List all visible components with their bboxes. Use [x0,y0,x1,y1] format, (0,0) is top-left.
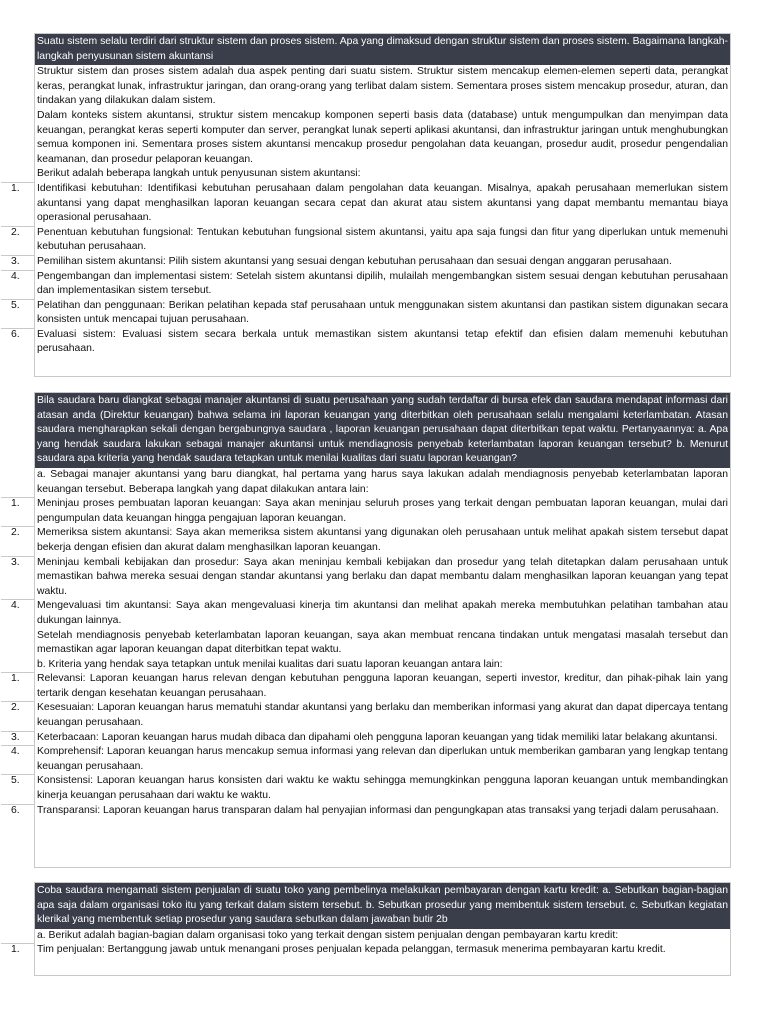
item-number: 5. [11,299,20,311]
list-item [11,497,730,526]
item-number: 3. [11,556,20,568]
question-1: Suatu sistem selalu terdiri dari struktur sistem dan proses sistem. Apa yang dimaksud dengan struktur sistem dan proses sistem. Bagaimana langkah-langkah penyusunan sistem akuntansi [35,34,730,65]
item-number: 3. [11,255,20,267]
question-3: Coba saudara mengamati sistem penjualan di suatu toko yang pembelinya melakukan pembayaran dengan kartu kredit: a. Sebutkan bagian-bagian apa saja dalam organisasi toko itu yang terkait dalam sistem tersebut. b. Sebutkan prosedur yang membentuk sistem tersebut. c. Sebutkan kegiatan klerikal yang membentuk setiap prosedur yang saudara sebutkan dalam jawaban butir 2b [35,883,730,929]
item-text: Meninjau kembali kebijakan dan prosedur: Saya akan meninjau kembali kebijakan dan prosedur yang telah ditetapkan dalam perusahaan untuk memastikan bahwa mereka sesuai dengan standar akuntansi yang berlaku dan dapat membantu dalam menghasilkan laporan keuangan yang tepat waktu. [37,556,728,597]
item-number: 3. [11,731,20,743]
item-text: Memeriksa sistem akuntansi: Saya akan memeriksa sistem akuntansi yang digunakan oleh perusahaan untuk melihat apakah sistem tersebut dapat bekerja dengan efisien dan akurat dalam menghasilkan laporan keuangan. [37,527,728,553]
item-number: 6. [11,328,20,340]
item-number: 4. [11,270,20,282]
criteria-list-b [11,672,730,818]
answer-paragraph: Berikut adalah beberapa langkah untuk penyusunan sistem akuntansi: [37,168,361,180]
item-text: Tim penjualan: Bertanggung jawab untuk menangani proses penjualan kepada pelanggan, termasuk menerima pembayaran kartu kredit. [37,944,666,956]
item-text: Identifikasi kebutuhan: Identifikasi kebutuhan perusahaan dalam pengolahan data keuangan. Misalnya, apakah perusahaan memerlukan sistem akuntansi yang dapat menghasilkan laporan keuangan secara cepat dan akurat atau sistem akuntansi yang dapat membantu memantau biaya operasional perusahaan. [37,182,728,224]
list-item [11,943,730,958]
answer-closing-a: Setelah mendiagnosis penyebab keterlambatan laporan keuangan, saya akan membuat rencana tindakan untuk mengatasi masalah tersebut dan memastikan agar laporan keuangan dapat diterbitkan tepat waktu. [37,629,728,656]
list-item [11,774,730,803]
list-item [11,731,730,746]
list-item [11,328,730,357]
list-item [11,299,730,328]
answer-paragraph: Struktur sistem dan proses sistem adalah dua aspek penting dari suatu sistem. Struktur sistem mencakup elemen-elemen seperti data, perangkat keras, perangkat lunak, infrastruktur jaringan, dan orang-orang yang terlibat dalam sistem. Sementara proses sistem mencakup prosedur, aturan, dan tindakan yang dilakukan dalam sistem. [37,66,728,107]
item-number: 2. [11,527,20,539]
item-text: Meninjau proses pembuatan laporan keuangan: Saya akan meninjau seluruh proses yang terkait dengan pembuatan laporan keuangan, mulai dari pengumpulan data keuangan hingga pengajuan laporan keuangan. [37,498,728,524]
item-text: Relevansi: Laporan keuangan harus relevan dengan kebutuhan pengguna laporan keuangan, seperti investor, kreditur, dan pihak-pihak lain yang tertarik dengan kesehatan keuangan perusahaan. [37,673,728,699]
question-2: Bila saudara baru diangkat sebagai manajer akuntansi di suatu perusahaan yang sudah terdaftar di bursa efek dan saudara mendapat informasi dari atasan anda (Direktur keuangan) bahwa selama ini laporan keuangan yang diterbitkan oleh perusahaan selalu mengalami keterlambatan. Atasan saudara mengharapkan sekali dengan bergabungnya saudara , laporan keuangan perusahaan dapat diterbitkan tepat waktu. Pertanyaannya: a. Apa yang hendak saudara lakukan sebagai manajer akuntansi untuk mendiagnosis penyebab keterlambatan laporan keuangan tersebut? b. Menurut saudara apa kriteria yang hendak saudara tetapkan untuk menilai kualitas dari suatu laporan keuangan? [35,393,730,468]
item-text: Pengembangan dan implementasi sistem: Setelah sistem akuntansi dipilih, mulailah mengembangkan sistem sesuai dengan kebutuhan perusahaan dan implementasikan sistem tersebut. [37,270,728,297]
answer-intro-b: b. Kriteria yang hendak saya tetapkan untuk menilai kualitas dari suatu laporan keuangan antara lain: [37,658,503,670]
item-text: Penentuan kebutuhan fungsional: Tentukan kebutuhan fungsional sistem akuntansi, yaitu apa saja fungsi dan fitur yang diperlukan untuk memenuhi kebutuhan perusahaan. [37,226,728,253]
item-text: Konsistensi: Laporan keuangan harus konsisten dari waktu ke waktu sehingga memungkinkan pengguna laporan keuangan untuk membandingkan kinerja keuangan perusahaan dari waktu ke waktu. [37,775,728,802]
list-item [11,701,730,730]
list-item [11,182,730,226]
list-item [11,672,730,701]
item-number: 2. [11,226,20,238]
qa-section-3 [11,882,731,976]
item-number: 4. [11,746,20,758]
list-item [11,599,730,628]
steps-list [11,182,730,357]
list-item [11,556,730,600]
item-text: Pemilihan sistem akuntansi: Pilih sistem akuntansi yang sesuai dengan kebutuhan perusahaan dan sesuai dengan anggaran perusahaan. [37,255,672,267]
item-number: 1. [11,182,20,194]
list-item [11,255,730,270]
item-text: Pelatihan dan penggunaan: Berikan pelatihan kepada staf perusahaan untuk menggunakan sistem akuntansi dan pastikan sistem digunakan secara konsisten untuk mencapai tujuan perusahaan. [37,299,728,326]
item-number: 6. [11,804,20,816]
item-text: Transparansi: Laporan keuangan harus transparan dalam hal penyajian informasi dan pengungkapan atas transaksi yang terjadi dalam perusahaan. [37,804,719,816]
parts-list [11,943,730,958]
list-item [11,804,730,819]
item-number: 5. [11,775,20,787]
item-number: 4. [11,600,20,612]
steps-list-a [11,497,730,628]
item-number: 2. [11,702,20,714]
item-number: 1. [11,673,20,685]
qa-section-2 [11,392,731,868]
answer-paragraph: Dalam konteks sistem akuntansi, struktur sistem mencakup komponen seperti basis data (database) untuk mengumpulkan dan menyimpan data keuangan, perangkat keras seperti komputer dan server, perangkat lunak seperti aplikasi akuntansi, dan infrastruktur jaringan untuk menghubungkan semua komponen ini. Sementara proses sistem akuntansi mencakup prosedur pengolahan data keuangan, prosedur audit, prosedur pengendalian keamanan, dan prosedur pelaporan keuangan. [37,109,728,165]
item-text: Mengevaluasi tim akuntansi: Saya akan mengevaluasi kinerja tim akuntansi dan melihat apakah mereka membutuhkan pelatihan tambahan atau dukungan lainnya. [37,600,728,626]
item-text: Evaluasi sistem: Evaluasi sistem secara berkala untuk memastikan sistem akuntansi tetap efektif dan efisien dalam memenuhi kebutuhan perusahaan. [37,328,728,355]
list-item [11,226,730,255]
item-number: 1. [11,944,20,956]
list-item [11,526,730,555]
item-text: Komprehensif: Laporan keuangan harus mencakup semua informasi yang relevan dan diperlukan untuk memberikan gambaran yang lengkap tentang keuangan perusahaan. [37,746,728,772]
list-item [11,270,730,299]
list-item [11,745,730,774]
qa-section-1 [11,33,731,377]
answer-intro-a: a. Berikut adalah bagian-bagian dalam organisasi toko yang terkait dengan sistem penjualan dengan pembayaran kartu kredit: [37,929,619,941]
item-text: Keterbacaan: Laporan keuangan harus mudah dibaca dan dipahami oleh pengguna laporan keuangan yang tidak memiliki latar belakang akuntansi. [37,731,718,743]
item-number: 1. [11,498,20,510]
item-text: Kesesuaian: Laporan keuangan harus mematuhi standar akuntansi yang berlaku dan memberikan informasi yang akurat dan dapat dipercaya tentang keuangan perusahaan. [37,702,728,729]
answer-intro-a: a. Sebagai manajer akuntansi yang baru diangkat, hal pertama yang harus saya lakukan adalah mendiagnosis penyebab keterlambatan laporan keuangan tersebut. Beberapa langkah yang dapat dilakukan antara lain: [37,468,728,495]
